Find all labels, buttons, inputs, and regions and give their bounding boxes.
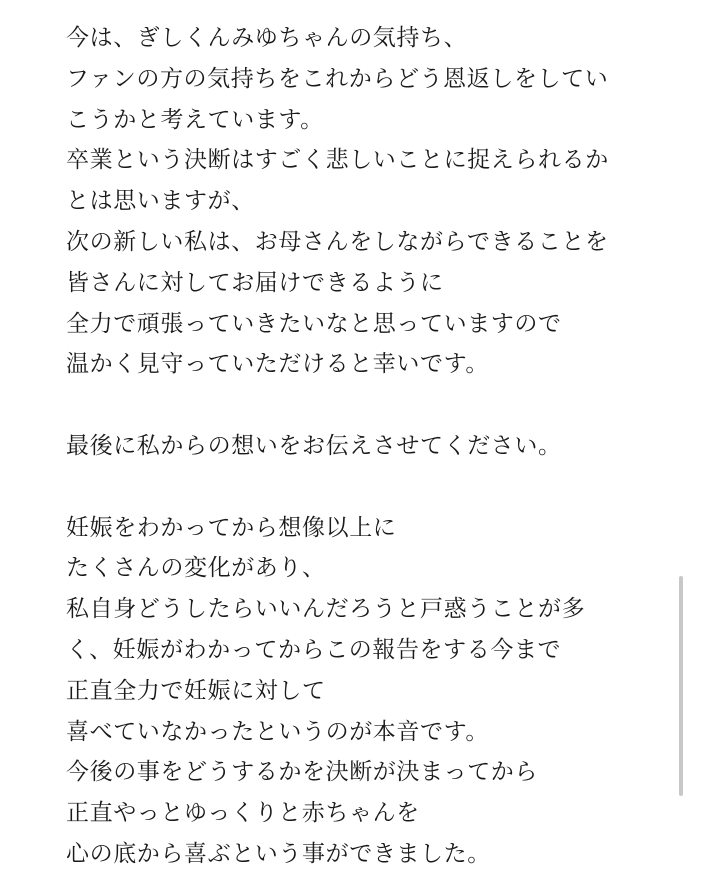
paragraph-spacer (66, 467, 666, 508)
text-line: とは思いますが、 (66, 188, 255, 215)
text-line: 卒業という決断はすごく悲しいことに捉えられるか (66, 147, 609, 174)
text-line: 温かく見守っていただけると幸いです。 (66, 351, 489, 378)
text-line: 正直全力で妊娠に対して (66, 677, 326, 704)
text-line: 今後の事をどうするかを決断が決まってから (66, 759, 538, 786)
text-line: 次の新しい私は、お母さんをしながらできることを (66, 228, 609, 255)
paragraph-spacer (66, 385, 666, 426)
paragraph-3 (66, 508, 666, 875)
text-line: たくさんの変化があり、 (66, 555, 326, 582)
text-line: 私自身どうしたらいいんだろうと戸惑うことが多 (66, 596, 586, 623)
text-line: 最後に私からの想いをお伝えさせてください。 (66, 432, 562, 459)
message-body (66, 18, 666, 875)
text-line: こうかと考えています。 (66, 106, 324, 133)
paragraph-2 (66, 426, 666, 467)
vertical-scrollbar[interactable] (679, 576, 683, 796)
text-line: 今は、ぎしくんみゆちゃんの気持ち、 (66, 25, 468, 51)
text-line: ファンの方の気持ちをこれからどう恩返しをしてい (66, 65, 609, 92)
text-line: 正直やっとゆっくりと赤ちゃんを (66, 800, 420, 827)
text-line: 皆さんに対してお届けできるように (66, 269, 444, 296)
paragraph-1 (66, 18, 666, 385)
text-line: く、妊娠がわかってからこの報告をする今まで (66, 636, 562, 663)
text-line: 心の底から喜ぶという事ができました。 (66, 840, 491, 867)
text-line: 喜べていなかったというのが本音です。 (66, 718, 489, 745)
text-line: 妊娠をわかってから想像以上に (66, 514, 397, 541)
text-line: 全力で頑張っていきたいなと思っていますので (66, 310, 562, 337)
